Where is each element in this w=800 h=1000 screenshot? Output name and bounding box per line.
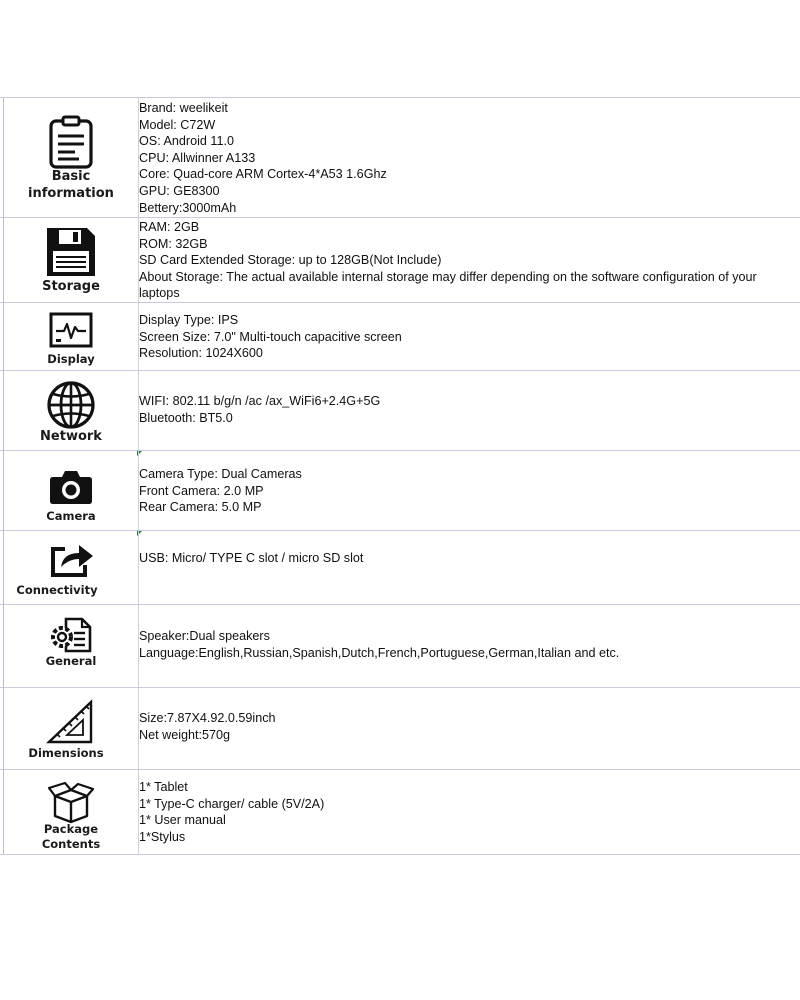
category-label: Basic information xyxy=(28,169,114,201)
share-icon xyxy=(47,539,95,579)
category-cell-camera xyxy=(3,451,139,530)
category-label: Connectivity xyxy=(16,583,98,597)
spec-line: USB: Micro/ TYPE C slot / micro SD slot xyxy=(139,551,364,565)
spec-line: SD Card Extended Storage: up to 128GB(Not Include) xyxy=(139,253,442,268)
spec-line: Language:English,Russian,Spanish,Dutch,French,Portuguese,German,Italian and etc. xyxy=(139,645,620,660)
spec-line: Model: C72W xyxy=(139,117,216,132)
spec-details xyxy=(139,531,800,604)
spec-row-network xyxy=(0,370,800,450)
monitor-icon xyxy=(47,311,95,351)
spec-details xyxy=(139,303,800,370)
category-label: General xyxy=(45,654,97,668)
category-cell-basic-information xyxy=(3,98,139,217)
camera-icon xyxy=(49,469,93,505)
spec-line: 1* User manual xyxy=(139,813,226,828)
category-cell-dimensions xyxy=(3,688,139,769)
spec-line: Core: Quad-core ARM Cortex-4*A53 1.6Ghz xyxy=(139,167,387,182)
spec-line: ROM: 32GB xyxy=(139,236,208,251)
gear-document-icon xyxy=(48,615,94,655)
floppy-disk-icon xyxy=(43,224,99,280)
spec-line: Speaker:Dual speakers xyxy=(139,629,270,643)
category-label: Dimensions xyxy=(28,746,104,760)
category-label: Camera xyxy=(46,509,96,523)
spec-line: Rear Camera: 5.0 MP xyxy=(139,500,262,515)
category-label: Storage xyxy=(42,279,100,294)
spec-line: Camera Type: Dual Cameras xyxy=(139,467,302,481)
category-cell-package-contents xyxy=(3,770,139,854)
spec-line: WIFI: 802.11 b/g/n /ac /ax_WiFi6+2.4G+5G xyxy=(139,394,381,408)
spec-details xyxy=(139,218,800,302)
globe-icon xyxy=(45,379,97,431)
category-cell-storage xyxy=(3,218,139,302)
spec-line: Size:7.87X4.92.0.59inch xyxy=(139,711,276,725)
category-cell-network xyxy=(3,371,139,450)
spec-line: Bluetooth: BT5.0 xyxy=(139,410,233,425)
spec-line: RAM: 2GB xyxy=(139,220,200,234)
spec-row-storage xyxy=(0,217,800,302)
spec-line: Bettery:3000mAh xyxy=(139,200,237,215)
spec-line: Net weight:570g xyxy=(139,727,231,742)
spec-details xyxy=(139,605,800,687)
clipboard-icon xyxy=(43,114,99,170)
spec-line: Brand: weelikeit xyxy=(139,101,228,115)
category-label: Display xyxy=(47,352,95,366)
spec-line: OS: Android 11.0 xyxy=(139,134,234,149)
spec-details xyxy=(139,688,800,769)
spec-line: CPU: Allwinner A133 xyxy=(139,150,256,165)
spec-line: Resolution: 1024X600 xyxy=(139,346,263,361)
spec-details xyxy=(139,770,800,854)
spec-line: Front Camera: 2.0 MP xyxy=(139,483,264,498)
set-square-icon xyxy=(45,698,97,746)
category-label: Network xyxy=(40,429,102,444)
category-cell-display xyxy=(3,303,139,370)
spec-line: About Storage: The actual available internal storage may differ depending on the software configuration of your laptops xyxy=(139,269,757,301)
spec-row-camera xyxy=(0,450,800,530)
spec-row-connectivity xyxy=(0,530,800,604)
spec-details xyxy=(139,451,800,530)
spec-line: Display Type: IPS xyxy=(139,313,239,327)
spec-line: 1* Tablet xyxy=(139,780,188,794)
spec-details xyxy=(139,98,800,217)
spec-line: 1*Stylus xyxy=(139,829,186,844)
spec-line: Screen Size: 7.0" Multi-touch capacitive screen xyxy=(139,329,402,344)
spec-row-display xyxy=(0,302,800,370)
category-cell-general xyxy=(3,605,139,687)
category-cell-connectivity xyxy=(3,531,139,604)
spec-line: 1* Type-C charger/ cable (5V/2A) xyxy=(139,796,325,811)
box-icon xyxy=(47,780,95,824)
spec-row-dimensions xyxy=(0,687,800,769)
spec-row-package-contents xyxy=(0,769,800,855)
spec-details xyxy=(139,371,800,450)
category-label: Package Contents xyxy=(41,822,101,851)
spec-row-basic-information xyxy=(0,97,800,217)
spec-row-general xyxy=(0,604,800,687)
spec-line: GPU: GE8300 xyxy=(139,183,220,198)
